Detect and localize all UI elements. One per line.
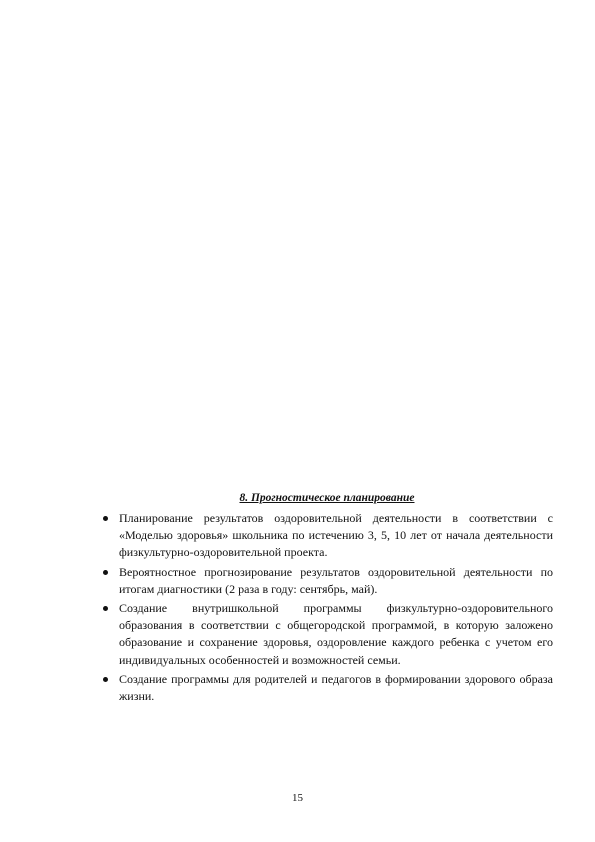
list-item-text: Создание внутришкольной программы физкультурно-оздоровительного образования в соответствии с общегородской программой, в которую заложено образование и сохранение здоровья, оздоровление каждого ребенка с учетом его индивидуальных особенностей и возможностей семьи. bbox=[119, 601, 553, 667]
list-item-text: Создание программы для родителей и педагогов в формировании здорового образа жизни. bbox=[119, 671, 553, 704]
list-item bbox=[101, 510, 553, 562]
bullet-icon bbox=[103, 516, 108, 521]
list-item-text: Планирование результатов оздоровительной деятельности в соответствии с «Моделью здоровья» школьника по истечению 3, 5, 10 лет от начала деятельности физкультурно-оздоровительной проекта. bbox=[119, 511, 553, 560]
planning-list bbox=[101, 510, 553, 705]
bullet-icon bbox=[103, 570, 108, 575]
bullet-icon bbox=[103, 677, 108, 682]
list-item bbox=[101, 564, 553, 598]
list-item bbox=[101, 600, 553, 669]
list-item bbox=[101, 671, 553, 705]
bullet-icon bbox=[103, 606, 108, 611]
page-number: 15 bbox=[292, 792, 303, 804]
list-item-text: Вероятностное прогнозирование результатов оздоровительной деятельности по итогам диагностики (2 раза в году: сентябрь, май). bbox=[119, 564, 553, 596]
prognostic-planning-section bbox=[101, 490, 553, 707]
section-heading: 8. Прогностическое планирование bbox=[239, 492, 415, 504]
